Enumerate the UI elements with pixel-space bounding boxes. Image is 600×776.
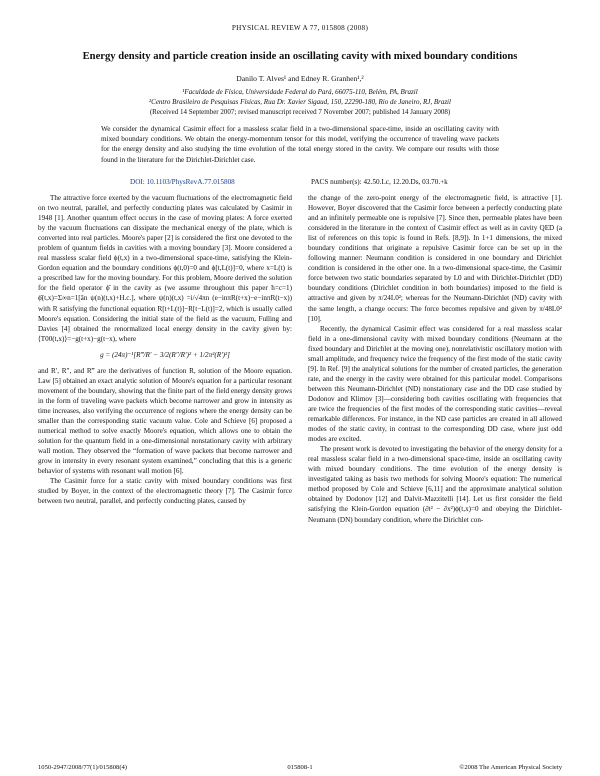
right-paragraph-3: The present work is devoted to investigating the behavior of the energy density for a real massless scalar field in a two-dimensional space-time, inside an oscillating cavity with mixed boundary conditions. The time evolution of the energy density is investigated taking as basis two methods for solving Moore's equation: The numerical method proposed by Cole and Schieve [6,11] and the approximate analytical solution obtained by Dodonov [12] and Dalvit-Mazzitelli [14]. Let us first consider the field satisfying the Klein-Gordon equation (∂t² − ∂x²)ϕ(t,x)=0 and obeying the Dirichlet-Neumann (DN) boundary condition, where the Dirichlet con- <box>308 445 562 524</box>
affiliation-1: ¹Faculdade de Física, Universidade Federal do Pará, 66075-110, Belém, PA, Brazil <box>182 88 418 96</box>
abstract: We consider the dynamical Casimir effect for a massless scalar field in a two-dimensional space-time, inside an oscillating cavity with mixed boundary conditions. We obtain the energy-momentum tensor for this model, verifying the occurrence of traveling wave packets for the energy density and also studying the time evolution of the total energy stored in the cavity. We compare our results with those found in the literature for the Dirichlet-Dirichlet case. <box>101 125 499 164</box>
left-paragraph-1: The attractive force exerted by the vacuum fluctuations of the electromagnetic field on two neutral, parallel, and perfectly conducting plates was calculated by Casimir in 1948 [1]. Another quantum effect occurs in the case of moving plates: A force exerted by the vacuum fluctuations can dissipate the mechanical energy of the plate, which is converted into real particles. Moore's paper [2] is considered the first one devoted to the problem of quantum fields in cavities with a moving boundary [3]. Moore considered a real massless scalar field ϕ(t,x) in a two-dimensional space-time, satisfying the Klein-Gordon equation and the boundary conditions ϕ(t,0)=0 and ϕ[t,L(t)]=0, where x=L(t) is a prescribed law for the moving boundary. For this problem, Moore derived the solution for the field operator ϕ̂ in the cavity as (we assume throughout this paper ħ=c=1) ϕ̂(t,x)=Σ∞n=1[ân ψ(n)(t,x)+H.c.], where ψ(n)(t,x) =i/√4πn (e−inπR(t+x)−e−inπR(t−x)) with R satisfying the functional equation R[t+L(t)]−R[t−L(t)]=2, which is usually called Moore's equation. Considering the initial state of the field as the vacuum, Fulling and Davies [4] obtained the renormalized local energy density in the cavity given by: ⟨T00(t,x)⟩=−g(t+x)−g(t−x), where <box>38 194 292 343</box>
doi-link[interactable]: DOI: 10.1103/PhysRevA.77.015808 <box>130 178 235 186</box>
footer-page-number: 015808-1 <box>287 764 313 771</box>
right-paragraph-1: the change of the zero-point energy of the electromagnetic field, is attractive [1]. However, Boyer discovered that the Casimir force between a perfectly conducting plate and an infinitely permeable one is repulsive [7]. Since then, permeable plates have been considered in the literature in the context of Casimir effect as well as in cavity QED (a list of references on this topic is found in Refs. [8,9]). In 1+1 dimensions, the mixed boundary conditions that originate a repulsive Casimir force can be set up in the following manner: Neumann condition is considered in one boundary and Dirichlet condition is considered in the other one. In a two-dimensional space-time, the Casimir force between two static boundaries separated by L0 and with Dirichlet-Dirichlet (DD) boundary conditions (Dirichlet condition in both boundaries) imposed to the field is attractive and given by π/24L0²; whereas for the Neumann-Dirichlet (ND) cavity with the same length, a change occurs: The force becomes repulsive and given by π/48L0² [10]. <box>308 194 562 323</box>
left-column <box>38 193 292 506</box>
right-paragraph-2: Recently, the dynamical Casimir effect was considered for a real massless scalar field in a one-dimensional cavity with mixed boundary conditions (Neumann at the fixed boundary and Dirichlet at the moving one), nonrelativistic oscillatory motion with small amplitude, and frequency twice the frequency of the first mode of the static cavity [9]. In Ref. [9] the analytical solutions for the number of created particles, the generation rate, and the energy in the cavity were obtained for this particular model. Comparisons between this Neumann-Dirichlet (ND) nonstationary case and the DD case studied by Dodonov and Klimov [3]—considering both cavities oscillating with frequencies that are twice the frequencies of the first modes of the corresponding static cavities—reveal remarkable differences. For instance, in the ND case particles are created in all allowed modes of the static cavity, in contrast to the corresponding DD case, where just odd modes are excited. <box>308 324 562 444</box>
right-column <box>308 193 562 525</box>
article-title: Energy density and particle creation inside an oscillating cavity with mixed boundary conditions <box>82 51 518 62</box>
left-paragraph-2: and R′, R″, and R‴ are the derivatives of function R, solution of the Moore equation. Law [5] obtained an exact analytic solution of Moore's equation for a particular resonant movement of the boundary, showing that the finite part of the field energy density grows in the form of traveling wave packets which become narrower and grow in intensity as time increases, also verifying the occurrence of regions where the energy density can be smaller than the corresponding static vacuum value. Cole and Schieve [6] proposed a numerical method to solve exactly Moore's equation, which allows one to obtain the solution for the quantum field in a one-dimensional nonstationary cavity with arbitrary wall motion. They observed the “formation of wave packets that become narrower and grow in intensity in every resonant system examined,” concluding that this is a generic behavior of systems with resonant wall motion [6]. <box>38 366 292 476</box>
authors: Danilo T. Alves¹ and Edney R. Granhen¹,² <box>236 74 364 83</box>
energy-density-equation: g = (24π)⁻¹[R‴/R′ − 3/2(R″/R′)² + 1/2π²(R′)²] <box>100 350 230 359</box>
footer-issn: 1050-2947/2008/77(1)/015808(4) <box>38 764 128 771</box>
footer-copyright: ©2008 The American Physical Society <box>459 764 562 771</box>
running-head: PHYSICAL REVIEW A 77, 015808 (2008) <box>231 24 369 32</box>
received-dates: (Received 14 September 2007; revised manuscript received 7 November 2007; published 14 January 2008) <box>149 108 451 116</box>
affiliation-2: ²Centro Brasileiro de Pesquisas Físicas, Rua Dr. Xavier Sigaud, 150, 22290-180, Rio de Janeiro, RJ, Brazil <box>149 98 451 106</box>
left-paragraph-3: The Casimir force for a static cavity with mixed boundary conditions was first studied by Boyer, in the context of the electromagnetic theory [7]. The Casimir force between two neutral, parallel, and perfectly conducting plates, caused by <box>38 477 292 506</box>
pacs-numbers: PACS number(s): 42.50.Lc, 12.20.Ds, 03.70.+k <box>311 178 448 186</box>
